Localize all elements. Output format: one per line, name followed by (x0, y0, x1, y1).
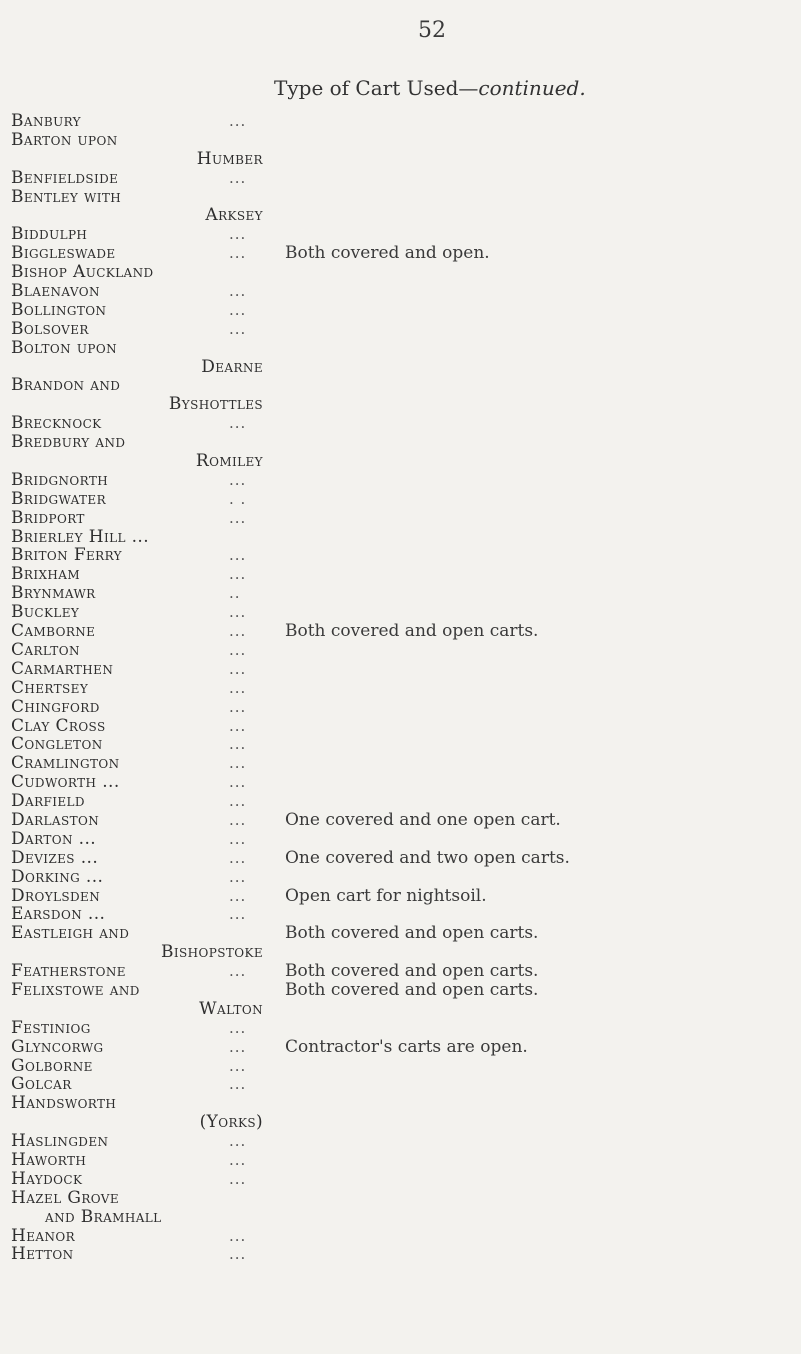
cart-type-note: Both covered and open carts. (285, 923, 539, 944)
leader-dots: ... (229, 697, 247, 716)
place-name: Chingford (11, 696, 100, 717)
place-name: Heanor (11, 1225, 76, 1246)
place-name: Bentley with (11, 186, 122, 207)
leader-dots: ... (229, 565, 247, 584)
table-row (11, 1094, 791, 1113)
table-row (11, 1151, 791, 1170)
leader-dots: ... (229, 470, 247, 489)
table-row (11, 943, 791, 962)
place-name: Glyncorwg (11, 1036, 104, 1057)
table-row (11, 679, 791, 698)
table-row (11, 320, 791, 339)
leader-dots: ... (229, 1226, 247, 1245)
place-name: Chertsey (11, 677, 89, 698)
leader-dots: ... (229, 319, 247, 338)
table-row (11, 376, 791, 395)
place-name: Benfieldside (11, 167, 119, 188)
table-row (11, 811, 791, 830)
place-name: Droylsden (11, 885, 101, 906)
table-row (11, 225, 791, 244)
place-name: Clay Cross (11, 715, 106, 736)
table-row (11, 150, 791, 169)
place-name: Dearne (201, 356, 263, 377)
leader-dots: ... (229, 508, 247, 527)
leader-dots: ... (229, 300, 247, 319)
place-name: Darton ... (11, 828, 97, 849)
table-row (11, 792, 791, 811)
table-row (11, 1189, 791, 1208)
leader-dots: ... (229, 414, 247, 433)
leader-dots: ... (229, 168, 247, 187)
place-name: Bridgwater (11, 488, 107, 509)
table-row (11, 1019, 791, 1038)
leader-dots: ... (229, 886, 247, 905)
place-name: Bredbury and (11, 432, 126, 453)
place-name: Buckley (11, 602, 80, 623)
table-row (11, 358, 791, 377)
place-name: Brierley Hill ... (11, 526, 150, 547)
table-row (11, 112, 791, 131)
cart-type-note: Contractor's carts are open. (285, 1036, 528, 1057)
leader-dots: ... (229, 1075, 247, 1094)
table-row (11, 471, 791, 490)
leader-dots: ... (229, 603, 247, 622)
place-name: Carmarthen (11, 658, 114, 679)
place-name: Romiley (195, 451, 263, 472)
table-row (11, 188, 791, 207)
place-name: Devizes ... (11, 847, 99, 868)
table-row (11, 962, 791, 981)
leader-dots: ... (229, 1245, 247, 1264)
table-row (11, 528, 791, 547)
table-row (11, 1038, 791, 1057)
leader-dots: ... (229, 225, 247, 244)
place-name: Brecknock (11, 413, 102, 434)
table-row (11, 698, 791, 717)
table-row (11, 244, 791, 263)
place-name: Camborne (11, 621, 96, 642)
table-row (11, 887, 791, 906)
place-name: Festiniog (11, 1017, 91, 1038)
place-name: Barton upon (11, 129, 118, 150)
leader-dots: ... (229, 1018, 247, 1037)
cart-type-note: Open cart for nightsoil. (285, 885, 487, 906)
cart-type-note: Both covered and open carts. (285, 961, 539, 982)
table-row (11, 546, 791, 565)
place-name: Darfield (11, 791, 85, 812)
place-name: Brixham (11, 564, 81, 585)
leader-dots: ... (229, 659, 247, 678)
table-row (11, 868, 791, 887)
table-row (11, 1113, 791, 1132)
place-name: Haslingden (11, 1131, 109, 1152)
place-name: Haworth (11, 1149, 87, 1170)
place-name: Bridport (11, 507, 85, 528)
place-name: Biddulph (11, 224, 88, 245)
table-row (11, 339, 791, 358)
cart-type-note: Both covered and open carts. (285, 621, 539, 642)
place-name: Congleton (11, 734, 103, 755)
leader-dots: . . (229, 489, 247, 508)
leader-dots: ... (229, 678, 247, 697)
leader-dots: ... (229, 546, 247, 565)
table-row (11, 282, 791, 301)
table-row (11, 905, 791, 924)
place-name: Hazel Grove (11, 1187, 120, 1208)
table-row (11, 1132, 791, 1151)
leader-dots: ... (229, 112, 247, 130)
table-row (11, 717, 791, 736)
table-row (11, 1170, 791, 1189)
place-name: Carlton (11, 639, 80, 660)
table-row (11, 924, 791, 943)
table-row (11, 773, 791, 792)
leader-dots: ... (229, 848, 247, 867)
leader-dots: ... (229, 640, 247, 659)
table-row (11, 509, 791, 528)
place-name: Earsdon ... (11, 904, 106, 925)
running-head-continued: continued. (478, 76, 586, 100)
leader-dots: ... (229, 773, 247, 792)
table-row (11, 641, 791, 660)
place-name: Bolton upon (11, 337, 117, 358)
table-row (11, 169, 791, 188)
table-row (11, 754, 791, 773)
place-name: Cramlington (11, 753, 120, 774)
table-row (11, 1227, 791, 1246)
place-name: Brynmawr (11, 583, 96, 604)
cart-type-note: One covered and one open cart. (285, 809, 561, 830)
table-row (11, 830, 791, 849)
place-name: Bishop Auckland (11, 262, 154, 283)
table-row (11, 565, 791, 584)
place-name: Biggleswade (11, 243, 116, 264)
place-name: Eastleigh and (11, 923, 130, 944)
place-name: Felixstowe and (11, 979, 140, 1000)
place-name: Cudworth ... (11, 772, 120, 793)
table-row (11, 395, 791, 414)
table-row (11, 131, 791, 150)
leader-dots: ... (229, 735, 247, 754)
table-row (11, 849, 791, 868)
leader-dots: ... (229, 1132, 247, 1151)
table-row (11, 981, 791, 1000)
table-row (11, 1208, 791, 1227)
place-name: (Yorks) (199, 1112, 263, 1133)
place-name: Byshottles (168, 394, 263, 415)
table-row (11, 433, 791, 452)
table-row (11, 490, 791, 509)
table-row (11, 1000, 791, 1019)
leader-dots: ... (229, 1150, 247, 1169)
table-row (11, 1057, 791, 1076)
table-row (11, 263, 791, 282)
leader-dots: ... (229, 810, 247, 829)
leader-dots: ... (229, 754, 247, 773)
table-row (11, 584, 791, 603)
leader-dots: ... (229, 962, 247, 981)
place-name: Darlaston (11, 809, 100, 830)
leader-dots: ... (229, 867, 247, 886)
table-row (11, 301, 791, 320)
place-name: Golcar (11, 1074, 72, 1095)
running-head (274, 76, 586, 100)
place-name: Featherstone (11, 961, 126, 982)
cart-type-table (11, 112, 791, 1264)
leader-dots: ... (229, 716, 247, 735)
table-row (11, 414, 791, 433)
leader-dots: ... (229, 792, 247, 811)
leader-dots: ... (229, 282, 247, 301)
leader-dots: ... (229, 244, 247, 263)
place-name: Walton (199, 998, 263, 1019)
leader-dots: ... (229, 622, 247, 641)
place-name: Haydock (11, 1168, 83, 1189)
place-name: and Bramhall (45, 1206, 162, 1227)
place-name: Bishopstoke (160, 942, 263, 963)
table-row (11, 622, 791, 641)
page-number: 52 (418, 18, 446, 43)
place-name: Hetton (11, 1244, 74, 1265)
place-name: Brandon and (11, 375, 121, 396)
table-row (11, 1245, 791, 1264)
table-row (11, 735, 791, 754)
place-name: Bridgnorth (11, 469, 109, 490)
cart-type-note: Both covered and open. (285, 243, 490, 264)
place-name: Arksey (205, 205, 263, 226)
leader-dots: .. (229, 584, 241, 603)
place-name: Banbury (11, 111, 81, 131)
place-name: Blaenavon (11, 281, 100, 302)
leader-dots: ... (229, 1056, 247, 1075)
place-name: Bollington (11, 299, 107, 320)
cart-type-note: One covered and two open carts. (285, 847, 570, 868)
place-name: Handsworth (11, 1093, 117, 1114)
table-row (11, 452, 791, 471)
table-row (11, 1075, 791, 1094)
cart-type-note: Both covered and open carts. (285, 979, 539, 1000)
place-name: Golborne (11, 1055, 93, 1076)
table-row (11, 206, 791, 225)
leader-dots: ... (229, 829, 247, 848)
place-name: Dorking ... (11, 866, 104, 887)
table-row (11, 603, 791, 622)
leader-dots: ... (229, 905, 247, 924)
running-head-main: Type of Cart Used— (274, 76, 479, 100)
table-row (11, 660, 791, 679)
place-name: Bolsover (11, 318, 89, 339)
place-name: Briton Ferry (11, 545, 122, 566)
place-name: Humber (196, 148, 263, 169)
leader-dots: ... (229, 1037, 247, 1056)
leader-dots: ... (229, 1169, 247, 1188)
